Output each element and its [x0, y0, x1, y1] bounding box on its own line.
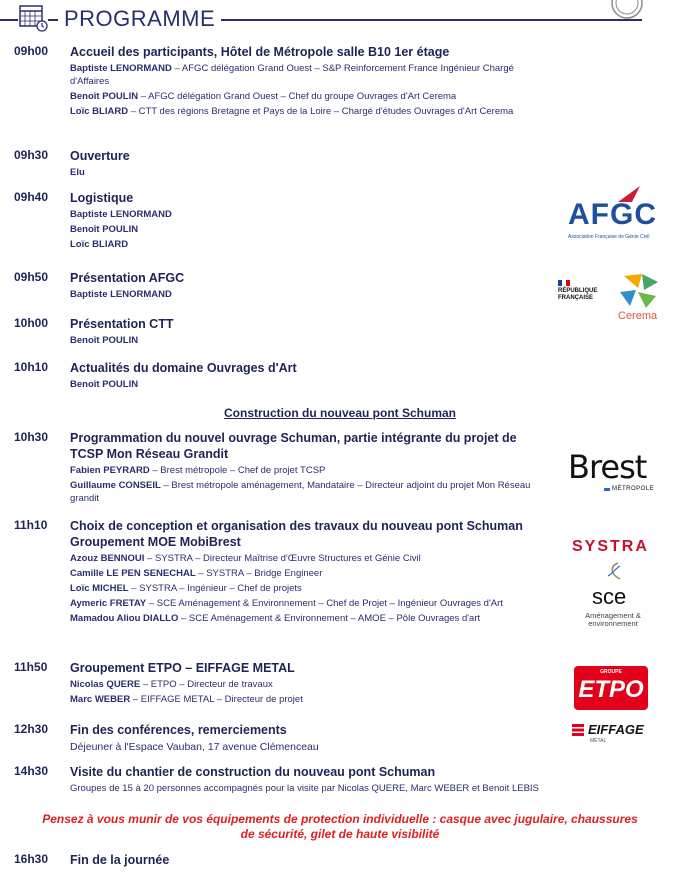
eiffage-mark-icon: [572, 724, 584, 736]
speaker: Mamadou Aliou DIALLO – SCE Aménagement & Environnement – AMOE – Pôle Ouvrages d'art: [70, 613, 481, 624]
cerema-mark-icon: [618, 272, 660, 310]
item-title: Fin de la journée: [70, 853, 170, 867]
item-title: Logistique: [70, 191, 134, 205]
item-time: 16h30: [14, 852, 49, 866]
speaker: Nicolas QUERE – ETPO – Directeur de travaux: [70, 679, 273, 690]
speaker: Loïc MICHEL – SYSTRA – Ingénieur – Chef de projets: [70, 583, 302, 594]
item-title: Actualités du domaine Ouvrages d'Art: [70, 361, 297, 375]
speaker: Fabien PEYRARD – Brest métropole – Chef de projet TCSP: [70, 465, 326, 476]
item-time: 09h00: [14, 44, 49, 58]
item-title: Présentation CTT: [70, 317, 174, 331]
item-time: 09h30: [14, 148, 49, 162]
item-time: 09h40: [14, 190, 49, 204]
brest-accent: [604, 488, 610, 491]
speaker: Baptiste LENORMAND: [70, 289, 172, 300]
item-time: 09h50: [14, 270, 49, 284]
speaker: Camille LE PEN SENECHAL – SYSTRA – Bridge Engineer: [70, 568, 323, 579]
item-title: Groupement ETPO – EIFFAGE METAL: [70, 661, 295, 675]
republique-cerema-logo: RÉPUBLIQUE FRANÇAISE Cerema: [556, 272, 666, 328]
afgc-logo: AFGC Association Française de Génie Civil: [566, 186, 662, 242]
item-time: 14h30: [14, 764, 49, 778]
speaker: Aymeric FRETAY – SCE Aménagement & Environnement – Chef de Projet – Ingénieur Ouvrages d'Art: [70, 598, 503, 609]
speaker: Marc WEBER – EIFFAGE METAL – Directeur de projet: [70, 694, 303, 705]
speaker: Baptiste LENORMAND: [70, 209, 172, 220]
speaker: Benoît POULIN – AFGC délégation Grand Ouest – Chef du groupe Ouvrages d'Art Cerema: [70, 91, 457, 102]
speaker: Benoît POULIN: [70, 379, 139, 390]
item-text: Groupes de 15 à 20 personnes accompagnés pour la visite par Nicolas QUERE, Marc WEBER et Benoit LEBIS: [70, 783, 539, 794]
item-title: Accueil des participants, Hôtel de Métropole salle B10 1er étage: [70, 45, 450, 59]
eiffage-metal-logo: EIFFAGE MÉTAL: [572, 722, 656, 748]
speaker: Benoît POULIN: [70, 335, 139, 346]
speaker: Azouz BENNOUI – SYSTRA – Directeur Maîtrise d'Œuvre Structures et Génie Civil: [70, 553, 421, 564]
item-title: Choix de conception et organisation des travaux du nouveau pont Schuman Groupement MOE MobiBrest: [70, 519, 523, 549]
page-header: [0, 0, 680, 40]
speaker: Elu: [70, 167, 85, 178]
speaker: Loïc BLIARD: [70, 239, 129, 250]
item-text: Déjeuner à l'Espace Vauban, 17 avenue Clémenceau: [70, 741, 319, 753]
systra-sce-logo: SYSTRA sce Aménagement & environnement: [572, 538, 649, 628]
item-title: Visite du chantier de construction du nouveau pont Schuman: [70, 765, 436, 779]
item-title: Ouverture: [70, 149, 130, 163]
item-time: 11h10: [14, 518, 48, 532]
section-heading: Construction du nouveau pont Schuman: [224, 406, 456, 420]
calendar-icon: [18, 2, 48, 32]
french-flag-icon: [558, 280, 570, 286]
page-title: PROGRAMME: [58, 6, 221, 32]
item-title: Fin des conférences, remerciements: [70, 723, 287, 737]
speaker: Guillaume CONSEIL – Brest métropole aménagement, Mandataire – Directeur adjoint du projet Mon Réseau grandit: [70, 480, 531, 504]
item-time: 11h50: [14, 660, 48, 674]
speaker: Loïc BLIARD – CTT des régions Bretagne et Pays de la Loire – Chargé d'études Ouvrages d'Art Cerema: [70, 106, 514, 117]
item-time: 10h10: [14, 360, 49, 374]
safety-warning: Pensez à vous munir de vos équipements de protection individuelle : casque avec jugulaire, chaussures de sécurité, gilet de haute visibilité: [42, 812, 638, 841]
seal-icon: [610, 0, 644, 20]
item-title: Programmation du nouvel ouvrage Schuman, partie intégrante du projet de TCSP Mon Réseau Grandit: [70, 431, 517, 461]
item-time: 10h00: [14, 316, 49, 330]
item-time: 10h30: [14, 430, 49, 444]
item-title: Présentation AFGC: [70, 271, 185, 285]
speaker: Baptiste LENORMAND – AFGC délégation Grand Ouest – S&P Reinforcement France Ingénieur Chargé d'Affaires: [70, 63, 514, 87]
ampersand-icon: [606, 562, 622, 580]
speaker: Benoît POULIN: [70, 224, 139, 235]
etpo-logo: GROUPE ETPO: [574, 666, 648, 710]
item-time: 12h30: [14, 722, 49, 736]
brest-metropole-logo: Brest MÉTROPOLE: [568, 448, 655, 492]
